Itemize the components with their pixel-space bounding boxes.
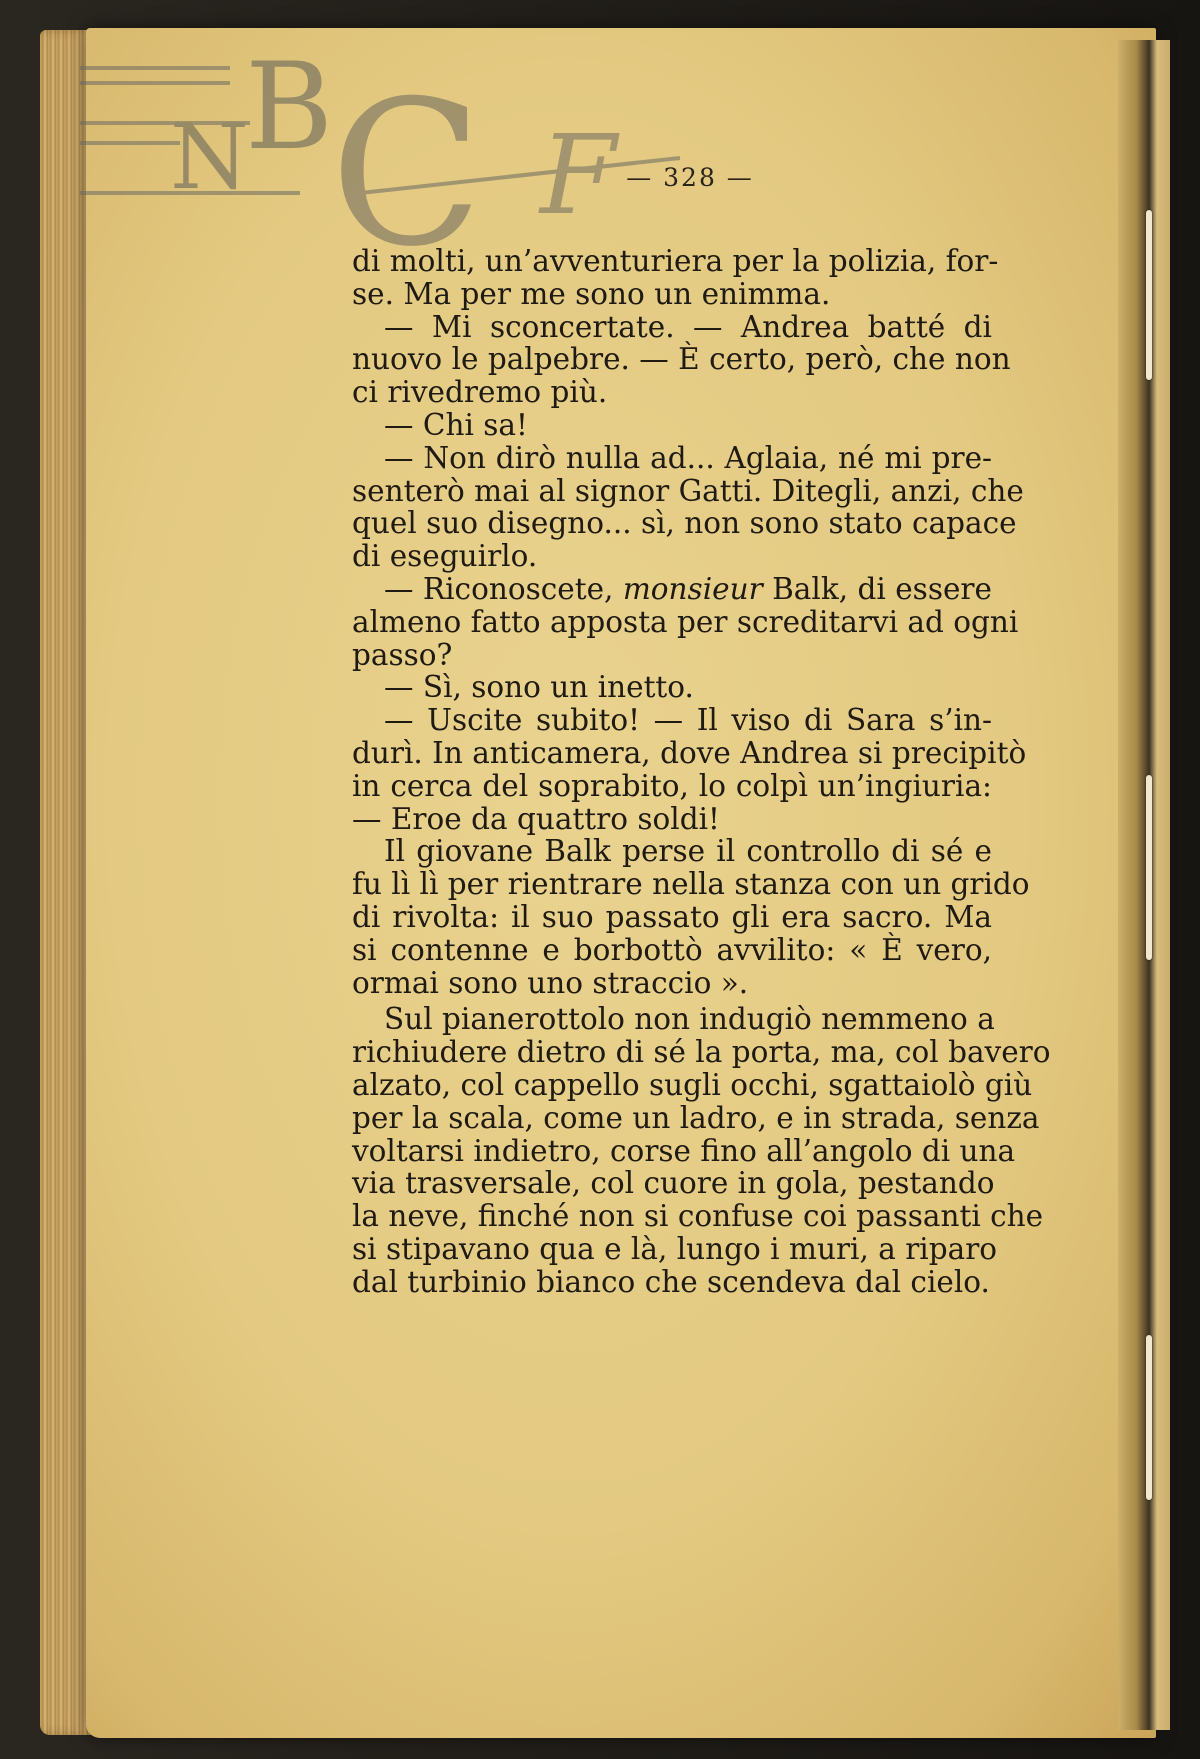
text-line: ci rivedremo più. [352, 375, 608, 410]
text-segment: Balk, di essere [762, 571, 992, 606]
text-line: se. Ma per me sono un enimma. [352, 276, 831, 311]
text-line: Sul pianerottolo non indugiò nemmeno a [384, 1002, 995, 1037]
text-line: durì. In anticamera, dove Andrea si precipitò [352, 735, 1027, 770]
text-line: passo? [352, 637, 453, 672]
text-line: almeno fatto apposta per screditarvi ad ogni [352, 604, 1019, 639]
watermark-letter-f: F [540, 111, 617, 239]
text-line: si stipavano qua e là, lungo i muri, a riparo [352, 1231, 998, 1266]
page-number: — 328 — [626, 163, 754, 192]
text-line: quel suo disegno... sì, non sono stato capace [352, 506, 1017, 541]
text-line: per la scala, come un ladro, e in strada, senza [352, 1100, 1040, 1135]
text-line: ormai sono uno straccio ». [352, 965, 749, 1000]
book-gutter [1118, 40, 1170, 1730]
text-line: Il giovane Balk perse il controllo di sé e [384, 834, 992, 869]
text-line: — Chi sa! [384, 407, 528, 442]
text-line: richiudere dietro di sé la porta, ma, col bavero [352, 1035, 1051, 1070]
italic-word: monsieur [622, 571, 763, 606]
text-line: — Uscite subito! — Il viso di Sara s’in- [384, 703, 992, 738]
text-segment: — Riconoscete, [384, 571, 623, 606]
binding-stitch [1146, 210, 1152, 380]
binding-stitch [1146, 1335, 1152, 1500]
text-line [352, 573, 992, 606]
library-watermark-logo [60, 28, 700, 268]
text-line: si contenne e borbottò avvilito: « È vero, [352, 932, 992, 967]
text-line: — Eroe da quattro soldi! [352, 801, 720, 836]
text-line: la neve, finché non si confuse coi passanti che [352, 1199, 1044, 1234]
watermark-letter-b: B [245, 38, 334, 177]
text-line: di rivolta: il suo passato gli era sacro. Ma [352, 899, 992, 934]
text-line: — Sì, sono un inetto. [384, 670, 694, 705]
text-line: di molti, un’avventuriera per la polizia, for- [352, 244, 999, 278]
text-line: — Mi sconcertate. — Andrea batté di [384, 309, 992, 344]
body-text [352, 244, 1051, 1299]
text-line: via trasversale, col cuore in gola, pestando [352, 1166, 995, 1201]
text-line: — Non dirò nulla ad... Aglaia, né mi pre- [384, 440, 992, 475]
text-line: in cerca del soprabito, lo colpì un’ingiuria: [352, 768, 992, 803]
binding-stitch [1146, 775, 1152, 960]
text-line: alzato, col cappello sugli occhi, sgattaiolò giù [352, 1067, 1033, 1102]
text-line: voltarsi indietro, corse fino all’angolo di una [352, 1133, 1016, 1168]
watermark-letter-n: N [170, 105, 249, 210]
text-line: senterò mai al signor Gatti. Ditegli, anzi, che [352, 473, 1024, 508]
text-line: nuovo le palpebre. — È certo, però, che non [352, 342, 1011, 377]
text-line: di eseguirlo. [352, 539, 538, 574]
text-line: fu lì lì per rientrare nella stanza con un grido [352, 867, 1030, 902]
watermark-letter-c: C [330, 58, 484, 268]
text-line: dal turbinio bianco che scendeva dal cielo. [352, 1264, 990, 1299]
